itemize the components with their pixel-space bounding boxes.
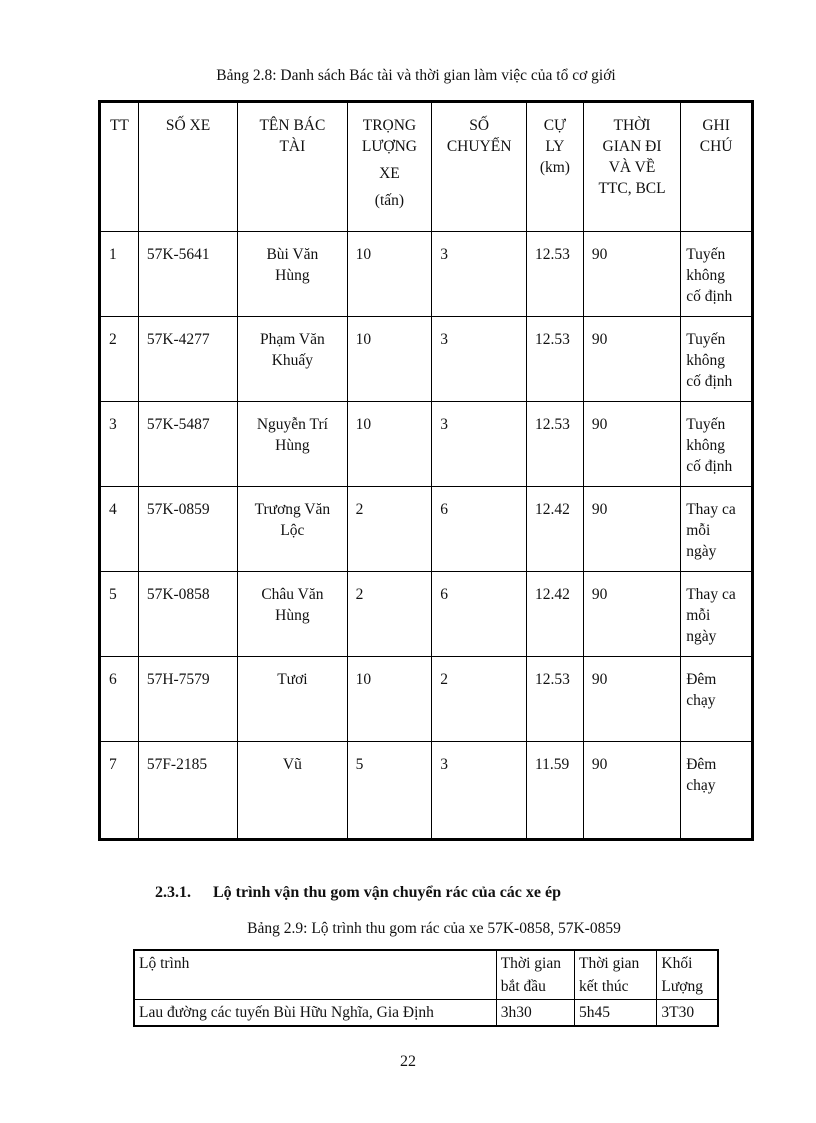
cell-tt: 3 (100, 402, 139, 487)
cell-tt: 2 (100, 317, 139, 402)
header-ghi-chu: GHI CHÚ (681, 102, 753, 232)
cell-ghi-chu: Đêm chạy (681, 657, 753, 742)
cell-ten-bac-tai: Phạm Văn Khuấy (238, 317, 347, 402)
section-number: 2.3.1. (155, 884, 191, 901)
cell-cu-ly: 11.59 (526, 742, 583, 840)
table-row (100, 657, 753, 742)
cell-thoi-gian: 90 (583, 657, 680, 742)
table-row (100, 402, 753, 487)
cell-ghi-chu: Thay ca mỗi ngày (681, 572, 753, 657)
cell-tt: 7 (100, 742, 139, 840)
cell-so-chuyen: 2 (432, 657, 527, 742)
cell-trong-luong: 2 (347, 487, 432, 572)
cell-so-chuyen: 3 (432, 232, 527, 317)
table-2-9-caption: Bảng 2.9: Lộ trình thu gom rác của xe 57K-0858, 57K-0859 (247, 920, 621, 937)
header-tt: TT (100, 102, 139, 232)
cell-ten-bac-tai: Bùi Văn Hùng (238, 232, 347, 317)
table-2-8-caption: Bảng 2.8: Danh sách Bác tài và thời gian làm việc của tổ cơ giới (216, 67, 616, 84)
cell-ten-bac-tai: Tươi (238, 657, 347, 742)
cell-trong-luong: 10 (347, 657, 432, 742)
cell-so-chuyen: 3 (432, 402, 527, 487)
cell-so-xe: 57K-0859 (138, 487, 237, 572)
cell-ghi-chu: Đêm chạy (681, 742, 753, 840)
cell-so-xe: 57K-4277 (138, 317, 237, 402)
cell-trong-luong: 10 (347, 317, 432, 402)
driver-schedule-table (98, 100, 754, 841)
cell-tt: 6 (100, 657, 139, 742)
header-ket-thuc: Thời gian kết thúc (575, 950, 657, 1000)
cell-so-chuyen: 6 (432, 487, 527, 572)
cell-ghi-chu: Tuyến không cố định (681, 317, 753, 402)
cell-cu-ly: 12.53 (526, 657, 583, 742)
cell-thoi-gian: 90 (583, 572, 680, 657)
header-so-chuyen: SỐ CHUYẾN (432, 102, 527, 232)
table-row (100, 742, 753, 840)
cell-ghi-chu: Thay ca mỗi ngày (681, 487, 753, 572)
cell-so-xe: 57K-5641 (138, 232, 237, 317)
cell-so-xe: 57K-5487 (138, 402, 237, 487)
cell-tt: 1 (100, 232, 139, 317)
cell-so-xe: 57F-2185 (138, 742, 237, 840)
cell-ten-bac-tai: Vũ (238, 742, 347, 840)
section-title: Lộ trình vận thu gom vận chuyển rác của các xe ép (213, 884, 561, 901)
cell-cu-ly: 12.53 (526, 232, 583, 317)
cell-ghi-chu: Tuyến không cố định (681, 232, 753, 317)
table-row (100, 487, 753, 572)
cell-tt: 4 (100, 487, 139, 572)
table-row (134, 1000, 718, 1027)
section-heading (155, 884, 561, 902)
cell-thoi-gian: 90 (583, 402, 680, 487)
cell-khoi-luong: 3T30 (657, 1000, 718, 1027)
cell-cu-ly: 12.53 (526, 317, 583, 402)
cell-thoi-gian: 90 (583, 487, 680, 572)
cell-thoi-gian: 90 (583, 317, 680, 402)
cell-ghi-chu: Tuyến không cố định (681, 402, 753, 487)
cell-so-chuyen: 3 (432, 317, 527, 402)
cell-cu-ly: 12.42 (526, 572, 583, 657)
header-trong-luong: TRỌNG LƯỢNG XE (tấn) (347, 102, 432, 232)
table-row (100, 232, 753, 317)
table-header-row (100, 102, 753, 232)
cell-lo-trinh: Lau đường các tuyến Bùi Hữu Nghĩa, Gia Định (134, 1000, 496, 1027)
cell-thoi-gian: 90 (583, 232, 680, 317)
header-ten-bac-tai: TÊN BÁC TÀI (238, 102, 347, 232)
cell-so-xe: 57K-0858 (138, 572, 237, 657)
header-thoi-gian: THỜI GIAN ĐI VÀ VỀ TTC, BCL (583, 102, 680, 232)
header-so-xe: SỐ XE (138, 102, 237, 232)
cell-so-xe: 57H-7579 (138, 657, 237, 742)
cell-trong-luong: 2 (347, 572, 432, 657)
table-row (100, 572, 753, 657)
cell-ket-thuc: 5h45 (575, 1000, 657, 1027)
header-cu-ly: CỰ LY (km) (526, 102, 583, 232)
cell-tt: 5 (100, 572, 139, 657)
cell-cu-ly: 12.42 (526, 487, 583, 572)
cell-trong-luong: 10 (347, 232, 432, 317)
table-row (100, 317, 753, 402)
route-table-header-row (134, 950, 718, 1000)
header-lo-trinh: Lộ trình (134, 950, 496, 1000)
header-bat-dau: Thời gian bắt đầu (496, 950, 574, 1000)
route-table (133, 949, 719, 1027)
page-number: 22 (400, 1053, 416, 1070)
cell-thoi-gian: 90 (583, 742, 680, 840)
cell-trong-luong: 5 (347, 742, 432, 840)
cell-ten-bac-tai: Châu Văn Hùng (238, 572, 347, 657)
cell-ten-bac-tai: Trương Văn Lộc (238, 487, 347, 572)
cell-bat-dau: 3h30 (496, 1000, 574, 1027)
cell-cu-ly: 12.53 (526, 402, 583, 487)
header-khoi-luong: Khối Lượng (657, 950, 718, 1000)
cell-trong-luong: 10 (347, 402, 432, 487)
cell-so-chuyen: 3 (432, 742, 527, 840)
cell-ten-bac-tai: Nguyễn Trí Hùng (238, 402, 347, 487)
cell-so-chuyen: 6 (432, 572, 527, 657)
